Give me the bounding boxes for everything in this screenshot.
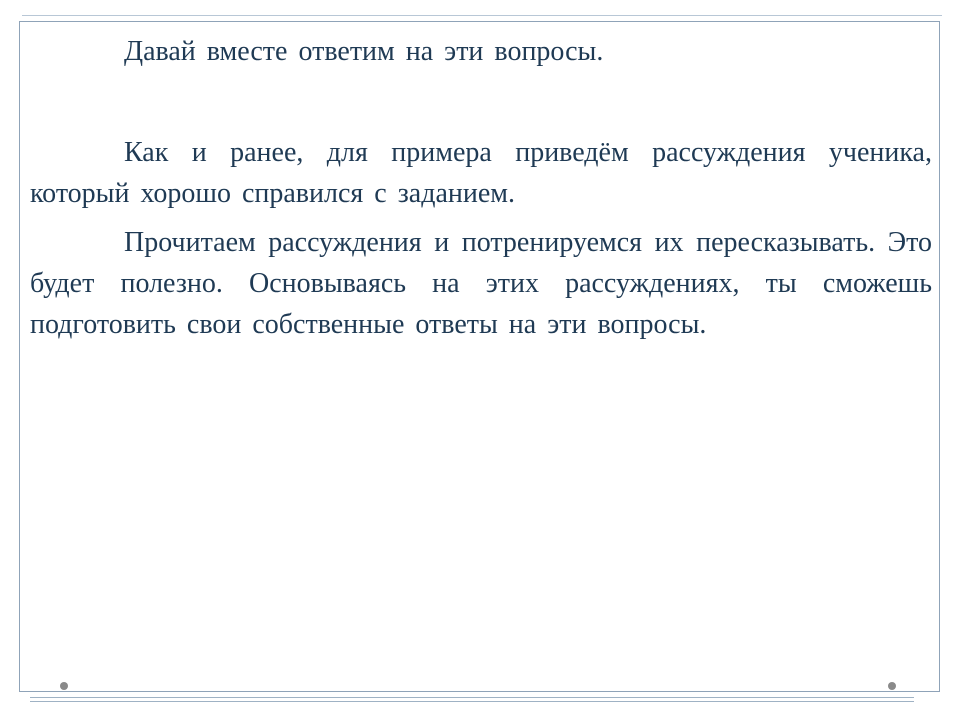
paragraph-instructions: Прочитаем рассуждения и потренируемся их пересказывать. Это будет полезно. Основываясь на этих рассуждениях, ты сможешь подготовить свои собственные ответы на эти вопросы. — [30, 227, 932, 340]
bottom-divider-lower — [30, 701, 914, 702]
top-divider — [22, 15, 942, 16]
paragraph-intro: Давай вместе ответим на эти вопросы. — [124, 36, 604, 67]
bullet-dot-right — [888, 682, 896, 690]
bottom-divider-upper — [30, 697, 914, 698]
paragraph-example: Как и ранее, для примера приведём рассуждения ученика, который хорошо справился с заданием. — [30, 137, 932, 209]
bullet-dot-left — [60, 682, 68, 690]
slide-frame — [19, 21, 940, 692]
